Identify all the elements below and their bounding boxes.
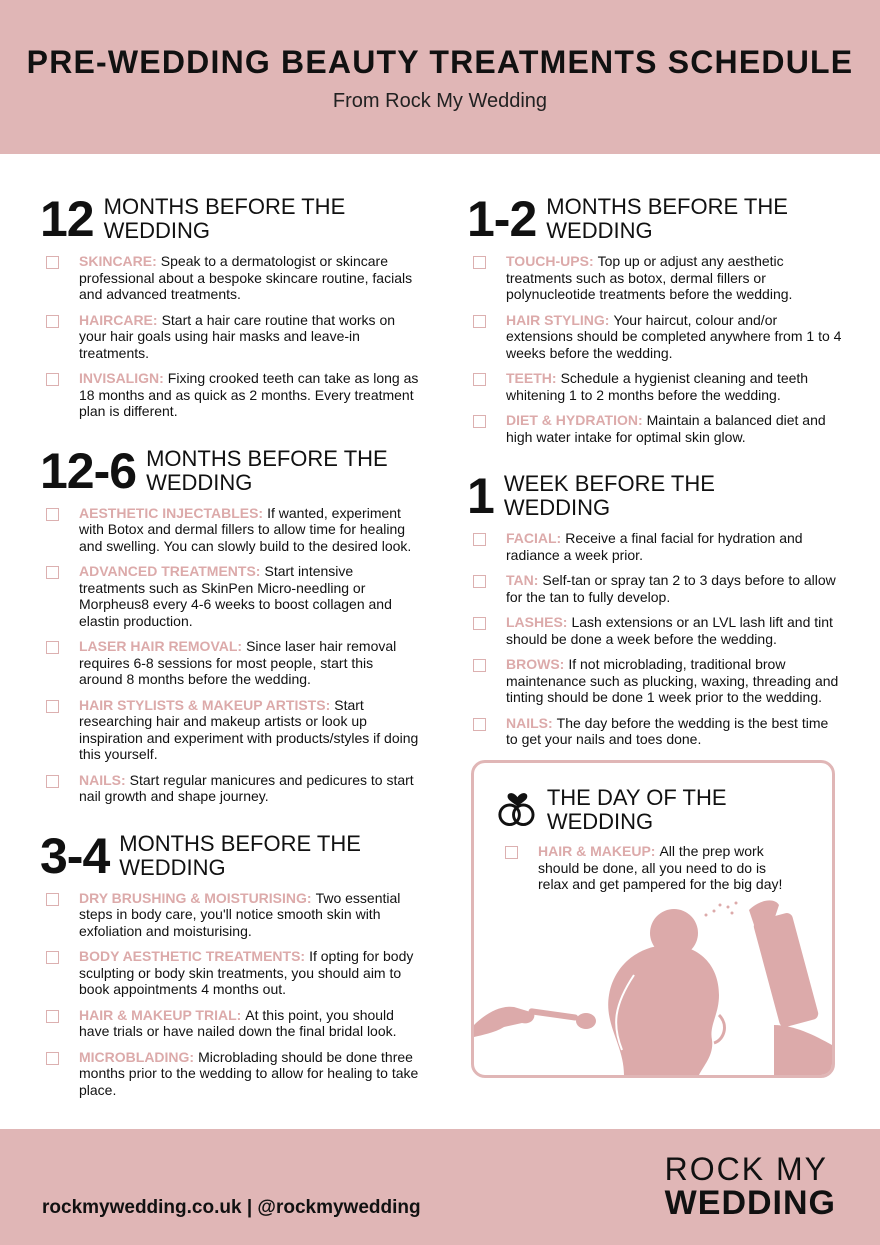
checklist-item (40, 890, 420, 940)
checklist-item (40, 563, 420, 629)
item-description: Start regular manicures and pedicures to start nail growth and shape journey. (79, 771, 414, 804)
section-header (40, 442, 420, 499)
section-number: 12-6 (40, 442, 137, 499)
checkbox[interactable] (46, 1052, 59, 1065)
checkbox[interactable] (46, 373, 59, 386)
item-label: BROWS: (506, 656, 565, 672)
item-text (506, 572, 842, 605)
checklist-item (40, 638, 420, 688)
logo-top-text: ROCK MY (664, 1151, 829, 1187)
item-label: NAILS: (79, 771, 126, 788)
schedule-section (40, 827, 420, 1099)
item-description: Receive a final facial for hydration and radiance a week prior. (506, 530, 803, 563)
item-label: MICROBLADING: (79, 1048, 195, 1065)
checklist-item (40, 253, 420, 303)
item-label: HAIR & MAKEUP TRIAL: (79, 1006, 242, 1023)
item-text (79, 948, 420, 998)
item-text (79, 890, 420, 940)
item-text (79, 697, 420, 763)
item-text (79, 772, 420, 805)
item-text (506, 656, 842, 706)
checkbox[interactable] (473, 617, 486, 630)
item-text (506, 715, 842, 748)
item-label: LASHES: (506, 614, 568, 630)
section-number: 1-2 (467, 191, 537, 247)
page-header (0, 0, 880, 154)
checkbox[interactable] (46, 566, 59, 579)
item-description: Start intensive treatments such as SkinPen Micro-needling or Morpheus8 every 4-6 weeks to boost collagen and elastin production. (79, 563, 392, 629)
page-subtitle: From Rock My Wedding (332, 90, 548, 112)
checklist-item (40, 370, 420, 420)
item-label: HAIR STYLING: (506, 311, 610, 328)
checklist-item (467, 530, 842, 563)
checklist-item (40, 1049, 420, 1099)
item-label: DIET & HYDRATION: (506, 412, 643, 428)
checkbox[interactable] (46, 256, 59, 269)
item-description: If not microblading, traditional brow maintenance such as plucking, waxing, threading and tinting should be done 1 week prior to the wedding. (506, 656, 839, 705)
left-column (40, 190, 420, 1120)
checklist-item (467, 370, 842, 403)
item-text (79, 638, 420, 688)
checklist-item (467, 614, 842, 647)
item-description: Start a hair care routine that works on your hair goals using hair masks and leave-in treatments. (79, 311, 396, 361)
item-text (506, 412, 842, 445)
right-column (467, 190, 842, 770)
checklist-item (467, 715, 842, 748)
logo-bottom-text: WEDDING (664, 1184, 836, 1222)
item-label: SKINCARE: (79, 253, 157, 269)
section-title: WEEK BEFORE THE WEDDING (503, 471, 715, 520)
section-title: MONTHS BEFORE THE WEDDING (103, 194, 346, 243)
item-description: Speak to a dermatologist or skincare professional about a bespoke skincare routine, facials and advanced treatments. (79, 253, 413, 302)
item-description: Top up or adjust any aesthetic treatments such as botox, dermal fillers or polynucleotide treatments before the wedding. (506, 253, 793, 302)
item-text (79, 1007, 420, 1040)
item-description: At this point, you should have trials or have nailed down the final bridal look. (79, 1006, 397, 1039)
checkbox[interactable] (46, 641, 59, 654)
checkbox[interactable] (46, 893, 59, 906)
section-header (467, 467, 842, 524)
item-text (79, 312, 420, 362)
checkbox[interactable] (473, 533, 486, 546)
item-description: Your haircut, colour and/or extensions should be completed anywhere from 1 to 4 weeks before the wedding. (506, 311, 842, 361)
checkbox[interactable] (46, 508, 59, 521)
checklist-item (40, 312, 420, 362)
section-header (467, 190, 842, 247)
day-of-wedding-box (471, 760, 835, 1078)
item-label: HAIRCARE: (79, 311, 158, 328)
item-description: If opting for body sculpting or body skin treatments, you should aim to book appointments 4 months out. (79, 948, 414, 997)
item-description: The day before the wedding is the best time to get your nails and toes done. (506, 714, 829, 747)
section-title: MONTHS BEFORE THE WEDDING (546, 194, 788, 243)
item-description: Schedule a hygienist cleaning and teeth whitening 1 to 2 months before the wedding. (506, 370, 809, 403)
item-description: Maintain a balanced diet and high water intake for optimal skin glow. (506, 412, 826, 445)
checklist-item (467, 572, 842, 605)
bride-illustration (474, 875, 832, 1075)
item-description: Two essential steps in body care, you'll notice smooth skin with exfoliation and moisturising. (79, 889, 401, 939)
checklist-item (40, 772, 420, 805)
page-title: PRE-WEDDING BEAUTY TREATMENTS SCHEDULE (26, 44, 854, 80)
checklist-item (40, 948, 420, 998)
item-description: All the prep work should be done, all you need to do is relax and get pampered for the big day! (538, 843, 783, 892)
checkbox[interactable] (473, 659, 486, 672)
schedule-section (40, 442, 420, 805)
item-text (79, 253, 420, 303)
checkbox[interactable] (46, 1010, 59, 1023)
item-description: Fixing crooked teeth can take as long as 18 months and as quick as 2 months. Every treatment plan is different. (79, 370, 419, 419)
schedule-section (467, 467, 842, 748)
checkbox[interactable] (473, 315, 486, 328)
item-description: If wanted, experiment with Botox and dermal fillers to allow time for healing and swelling. You can slowly build to the desired look. (79, 504, 412, 554)
section-number: 1 (467, 468, 494, 524)
item-description: Self-tan or spray tan 2 to 3 days before to allow for the tan to fully develop. (506, 572, 836, 605)
item-description: Microblading should be done three months prior to the wedding to allow for healing to take place. (79, 1048, 419, 1098)
checkbox[interactable] (46, 315, 59, 328)
checklist-item (467, 312, 842, 362)
checkbox[interactable] (46, 951, 59, 964)
checkbox[interactable] (473, 718, 486, 731)
section-title: MONTHS BEFORE THE WEDDING (146, 445, 388, 495)
item-label: AESTHETIC INJECTABLES: (79, 504, 264, 521)
checkbox[interactable] (505, 846, 518, 859)
item-label: HAIR STYLISTS & MAKEUP ARTISTS: (79, 696, 331, 713)
item-text (506, 370, 842, 403)
item-label: LASER HAIR REMOVAL: (79, 638, 243, 654)
checkbox[interactable] (473, 373, 486, 386)
item-label: DRY BRUSHING & MOISTURISING: (79, 889, 312, 906)
section-title: MONTHS BEFORE THE WEDDING (119, 830, 361, 880)
item-label: TOUCH-UPS: (506, 253, 594, 269)
item-label: FACIAL: (506, 530, 562, 546)
section-number: 12 (40, 191, 94, 247)
item-text (79, 370, 420, 420)
schedule-section (40, 190, 420, 420)
item-text (79, 505, 420, 555)
item-text (506, 530, 842, 563)
item-label: HAIR & MAKEUP: (538, 843, 656, 859)
item-text (79, 1049, 420, 1099)
item-label: NAILS: (506, 714, 553, 731)
item-description: Since laser hair removal requires 6-8 sessions for most people, start this around 8 months before the wedding. (79, 638, 397, 687)
checkbox[interactable] (46, 775, 59, 788)
item-label: ADVANCED TREATMENTS: (79, 563, 261, 579)
schedule-section (467, 190, 842, 445)
section-header (40, 190, 420, 247)
checkbox[interactable] (46, 700, 59, 713)
rings-heart-icon (494, 783, 541, 829)
item-text (506, 253, 842, 303)
checklist-item (40, 505, 420, 555)
item-label: TAN: (506, 572, 539, 588)
day-of-header (494, 783, 832, 834)
checklist-item (40, 697, 420, 763)
item-label: TEETH: (506, 370, 557, 386)
checkbox[interactable] (473, 415, 486, 428)
brand-logo (665, 1153, 836, 1221)
checkbox[interactable] (473, 256, 486, 269)
checkbox[interactable] (473, 575, 486, 588)
section-header (40, 827, 420, 884)
checklist-item (40, 1007, 420, 1040)
checklist-item (467, 656, 842, 706)
page-footer (0, 1129, 880, 1245)
item-label: INVISALIGN: (79, 370, 164, 386)
item-text (79, 563, 420, 629)
item-description: Lash extensions or an LVL lash lift and tint should be done a week before the wedding. (506, 614, 833, 647)
item-label: BODY AESTHETIC TREATMENTS: (79, 948, 306, 964)
footer-links[interactable]: rockmywedding.co.uk | @rockmywedding (42, 1197, 421, 1218)
section-number: 3-4 (40, 827, 110, 884)
item-text (506, 614, 842, 647)
item-description: Start researching hair and makeup artists or look up inspiration and experiment with products/styles if doing this yourself. (79, 696, 419, 762)
checklist-item (467, 412, 842, 445)
item-text (506, 312, 842, 362)
day-of-title: THE DAY OF THE WEDDING (546, 785, 727, 834)
checklist-item (467, 253, 842, 303)
